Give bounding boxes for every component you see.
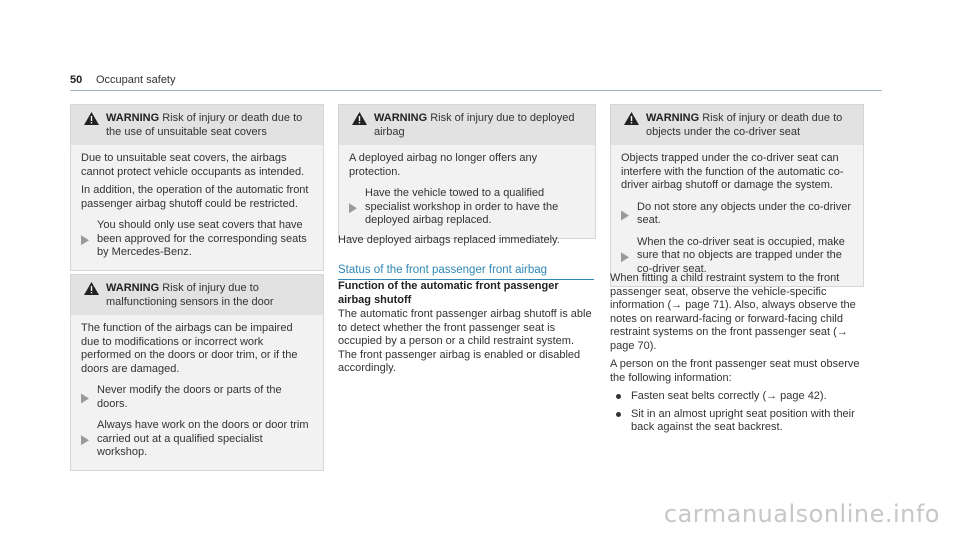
warning-box-seat-covers bbox=[70, 104, 324, 271]
warning-triangle-icon bbox=[84, 112, 99, 125]
section-title: Occupant safety bbox=[96, 74, 176, 86]
warning-header bbox=[71, 105, 323, 145]
warning-step: Always have work on the doors or door trim carried out at a qualified specialist workshop. bbox=[81, 419, 313, 460]
warning-paragraph: The function of the airbags can be impaired due to modifications or incorrect work performed on the doors or door trim, or if the doors are damaged. bbox=[81, 322, 298, 375]
warning-step: You should only use seat covers that have been approved for the corresponding seats by Mercedes-Benz. bbox=[81, 219, 313, 260]
bullet-icon bbox=[616, 412, 621, 417]
warning-header bbox=[611, 105, 863, 145]
function-sub-heading: Function of the automatic front passenger airbag shutoff bbox=[338, 280, 559, 306]
child-restraint-paragraph: When fitting a child restraint system to the front passenger seat, observe the vehicle-specific information (→ page 71). Also, always observe the notes on rearward-facing or forward-facing child restraint systems on the front passenger seat (→ page 70). bbox=[610, 272, 856, 352]
warning-body bbox=[611, 145, 863, 286]
passenger-info-paragraph: A person on the front passenger seat must observe the following information: bbox=[610, 358, 860, 384]
warning-label: WARNING bbox=[106, 282, 160, 294]
warning-body bbox=[71, 315, 323, 470]
warning-label: WARNING bbox=[646, 112, 700, 124]
warning-box-door-sensors bbox=[70, 274, 324, 471]
warning-step: Have the vehicle towed to a qualified specialist workshop in order to have the deployed airbag replaced. bbox=[349, 187, 585, 228]
warning-header bbox=[71, 275, 323, 315]
bullet-icon bbox=[616, 394, 621, 399]
warning-title: Risk of injury or death due to the use of unsuitable seat covers bbox=[106, 112, 303, 138]
page-header bbox=[70, 74, 882, 91]
warning-body bbox=[339, 145, 595, 238]
arrow-right-icon bbox=[81, 421, 89, 460]
warning-title: Risk of injury due to deployed airbag bbox=[374, 112, 575, 138]
warning-step: Never modify the doors or parts of the doors. bbox=[81, 384, 313, 411]
warning-paragraph: Objects trapped under the co-driver seat can interfere with the function of the automatic co-driver airbag shutoff or damage the system. bbox=[621, 152, 844, 191]
warning-title: Risk of injury or death due to objects under the co-driver seat bbox=[646, 112, 843, 138]
warning-box-deployed-airbag bbox=[338, 104, 596, 239]
warning-box-objects-under-seat bbox=[610, 104, 864, 287]
list-item: Sit in an almost upright seat position with their back against the seat backrest. bbox=[610, 408, 862, 435]
page-number: 50 bbox=[70, 74, 83, 86]
warning-step: When the co-driver seat is occupied, make sure that no objects are trapped under the co-driver seat. bbox=[621, 236, 853, 277]
deployed-airbag-note: Have deployed airbags replaced immediately. bbox=[338, 234, 560, 246]
middle-column-text bbox=[338, 234, 594, 381]
warning-triangle-icon bbox=[352, 112, 367, 125]
arrow-right-icon bbox=[621, 203, 629, 228]
warning-paragraph: A deployed airbag no longer offers any protection. bbox=[349, 152, 538, 178]
arrow-right-icon bbox=[81, 221, 89, 260]
arrow-right-icon bbox=[349, 189, 357, 228]
arrow-right-icon bbox=[621, 238, 629, 277]
warning-title: Risk of injury due to malfunctioning sensors in the door bbox=[106, 282, 274, 308]
list-item: Fasten seat belts correctly (→ page 42). bbox=[610, 390, 862, 404]
warning-paragraph: In addition, the operation of the automatic front passenger airbag shutoff could be restricted. bbox=[81, 184, 309, 210]
arrow-right-icon bbox=[81, 386, 89, 411]
warning-step: Do not store any objects under the co-driver seat. bbox=[621, 201, 853, 228]
warning-triangle-icon bbox=[624, 112, 639, 125]
function-body: The automatic front passenger airbag shutoff is able to detect whether the front passenger seat is occupied by a person or a child restraint system. The front passenger airbag is enabled or disabled accordingly. bbox=[338, 308, 592, 374]
warning-label: WARNING bbox=[374, 112, 428, 124]
warning-paragraph: Due to unsuitable seat covers, the airbags cannot protect vehicle occupants as intended. bbox=[81, 152, 305, 178]
status-heading-link[interactable]: Status of the front passenger front airbag bbox=[338, 264, 594, 281]
warning-triangle-icon bbox=[84, 282, 99, 295]
watermark: carmanualsonline.info bbox=[663, 499, 940, 528]
warning-header bbox=[339, 105, 595, 145]
warning-body bbox=[71, 145, 323, 270]
warning-label: WARNING bbox=[106, 112, 160, 124]
right-column-text bbox=[610, 272, 862, 435]
